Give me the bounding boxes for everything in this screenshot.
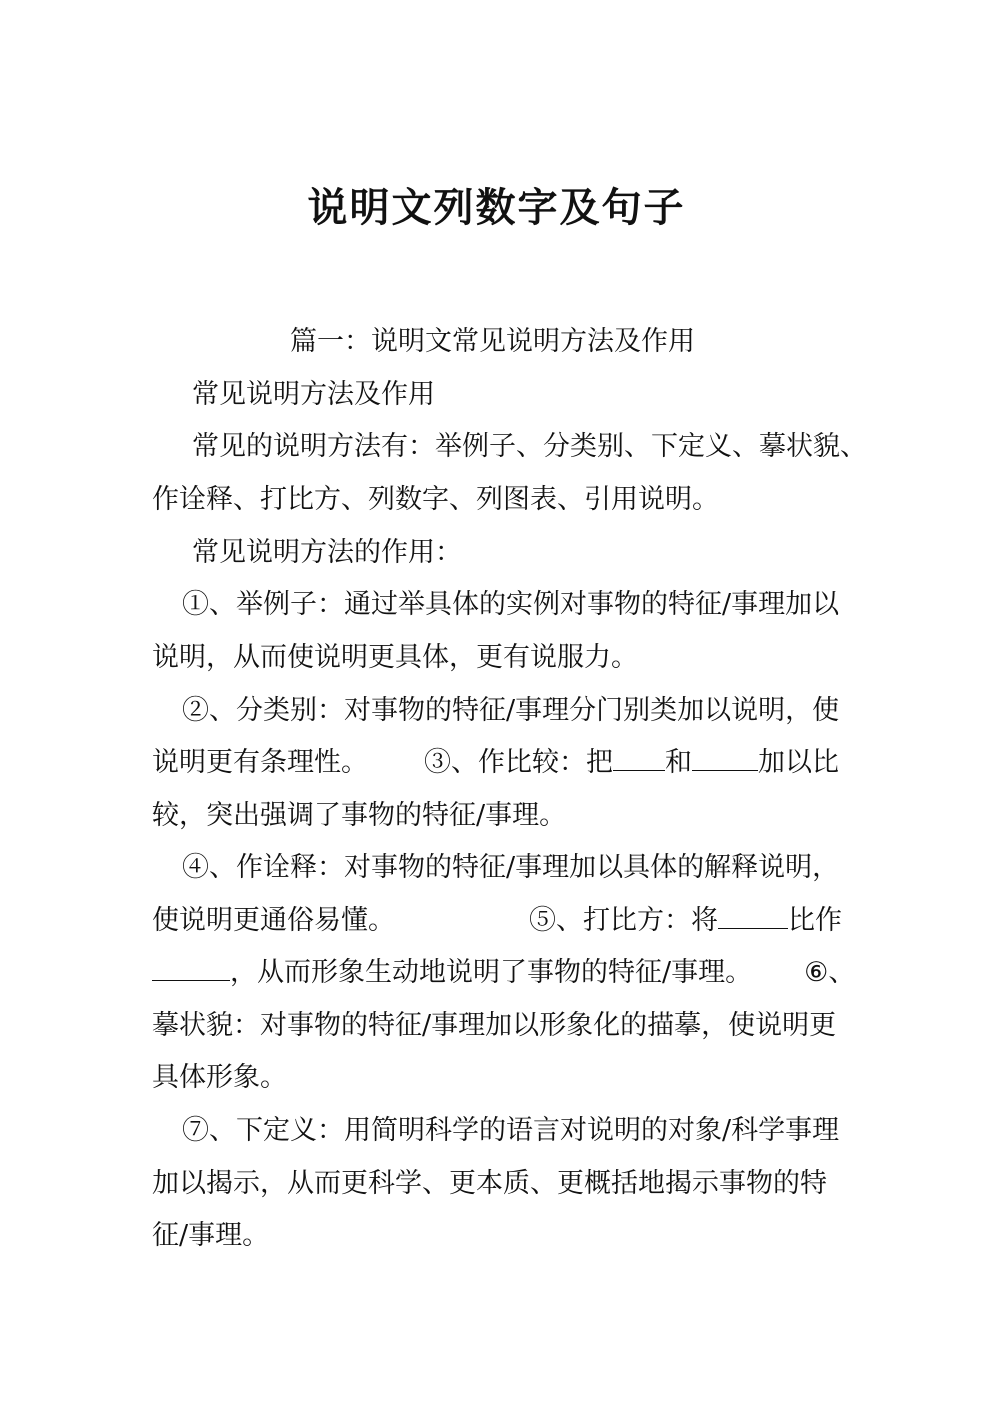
item-2-line-1: ②、分类别：对事物的特征/事理分门别类加以说明，使 bbox=[182, 695, 840, 726]
section-heading: 常见说明方法及作用 bbox=[192, 379, 435, 410]
item-1-line-1: ①、举例子：通过举具体的实例对事物的特征/事理加以 bbox=[182, 589, 840, 620]
item-4-line-2: 使说明更通俗易懂。 bbox=[152, 905, 395, 936]
item-6-line-2: 摹状貌：对事物的特征/事理加以形象化的描摹，使说明更 bbox=[152, 1010, 837, 1041]
item-1-line-2: 说明，从而使说明更具体，更有说服力。 bbox=[152, 642, 638, 673]
item-3-line-2: 较，突出强调了事物的特征/事理。 bbox=[152, 800, 567, 831]
functions-heading: 常见说明方法的作用： bbox=[192, 537, 462, 568]
item-7-line-2: 加以揭示，从而更科学、更本质、更概括地揭示事物的特 bbox=[152, 1168, 827, 1199]
item-2-3-line bbox=[152, 743, 839, 783]
item-4-5-line bbox=[152, 901, 842, 941]
item-3-and: 和 bbox=[665, 747, 692, 778]
item-7-line-1: ⑦、下定义：用简明科学的语言对说明的对象/科学事理 bbox=[182, 1115, 840, 1146]
item-7-line-3: 征/事理。 bbox=[152, 1220, 270, 1251]
fill-blank-2 bbox=[692, 744, 758, 771]
methods-line-2: 作诠释、打比方、列数字、列图表、引用说明。 bbox=[152, 484, 719, 515]
document-subtitle: 篇一：说明文常见说明方法及作用 bbox=[290, 326, 695, 357]
item-6-line-3: 具体形象。 bbox=[152, 1062, 287, 1093]
fill-blank-3 bbox=[718, 902, 788, 929]
methods-line-1: 常见的说明方法有：举例子、分类别、下定义、摹状貌、 bbox=[192, 431, 867, 462]
fill-blank-1 bbox=[613, 744, 665, 771]
document-title: 说明文列数字及句子 bbox=[307, 184, 686, 231]
item-6-start: ⑥、 bbox=[804, 957, 856, 988]
item-5-start: ⑤、打比方：将 bbox=[529, 905, 718, 936]
item-5-compare: 比作 bbox=[788, 905, 842, 936]
item-3-start: ③、作比较：把 bbox=[424, 747, 613, 778]
item-3-end: 加以比 bbox=[758, 747, 839, 778]
item-5-6-line bbox=[152, 953, 855, 993]
item-5-end: ，从而形象生动地说明了事物的特征/事理。 bbox=[230, 957, 753, 988]
fill-blank-4 bbox=[152, 954, 230, 981]
item-2-line-2: 说明更有条理性。 bbox=[152, 747, 368, 778]
item-4-line-1: ④、作诠释：对事物的特征/事理加以具体的解释说明， bbox=[182, 852, 840, 883]
